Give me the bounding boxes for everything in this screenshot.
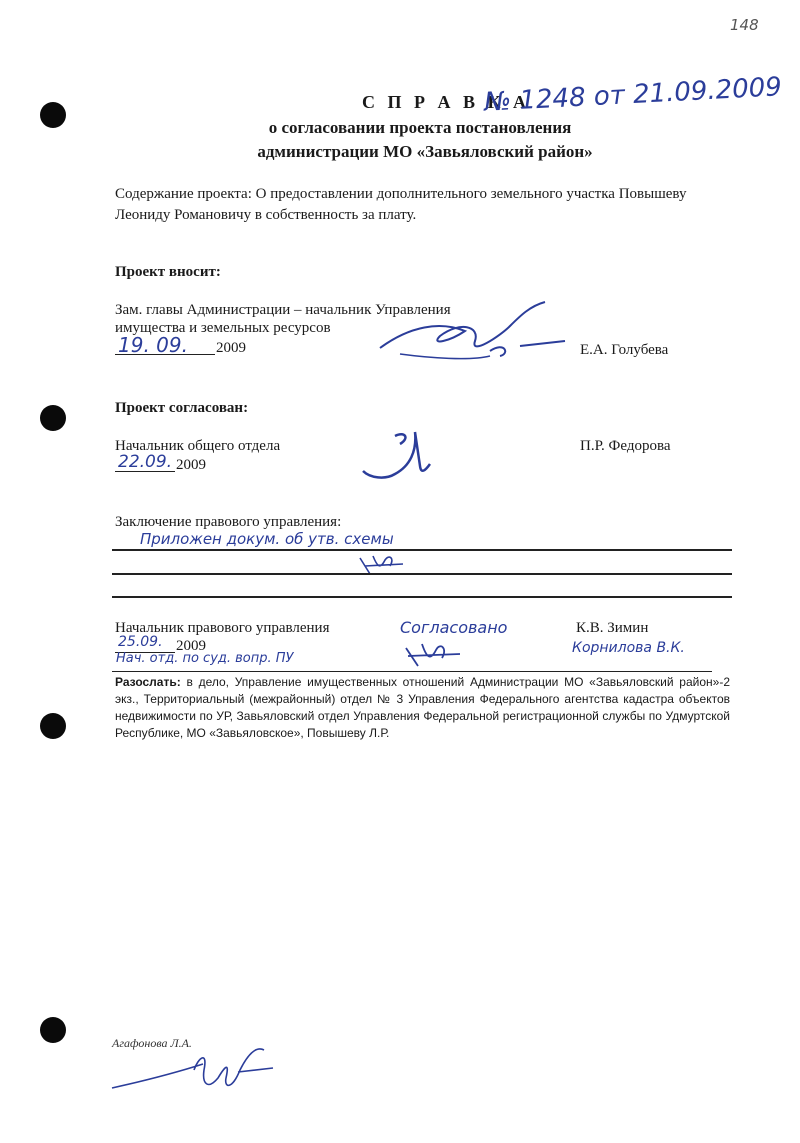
distribution-block [115,674,730,742]
submitter-position-line-1: Зам. главы Администрации – начальник Управления [115,302,451,318]
punch-hole [40,405,66,431]
project-content-line-2: Леониду Романовичу в собственность за плату. [115,207,417,223]
approval-heading: Проект согласован: [115,400,249,416]
document-title: С П Р А В К А [362,92,531,112]
legal-head-position: Начальник правового управления [115,620,330,636]
conclusion-line [112,549,732,551]
distribution-text: в дело, Управление имущественных отношений Администрации МО «Завьяловский район»-2 экз., Территориальный (межрайонный) отдел № 3 Управления Федерального агентства кадастра объектов недвижимости по УР, Завьяловский отдел Управления Федеральной регистрационной службы по Удмуртской Республике, МО «Завьяловское», Повышеву Л.Р. [115,675,730,740]
legal-head-underline [112,671,712,672]
legal-head-year: 2009 [176,638,206,654]
conclusion-line [112,573,732,575]
distribution-label: Разослать: [115,675,181,689]
page-number: 148 [730,16,759,34]
agreed-handwritten: Согласовано [400,618,508,637]
submitter-heading: Проект вносит: [115,264,221,280]
legal-conclusion-label: Заключение правового управления: [115,514,342,530]
submitter-name: Е.А. Голубева [580,342,669,358]
handwritten-document-number: № 1248 от 21.09.2009 [483,72,783,118]
submitter-date-handwritten: 19. 09. [118,333,188,357]
approval-position: Начальник общего отдела [115,438,281,454]
punch-hole [40,1017,66,1043]
legal-head-name: К.В. Зимин [576,620,649,636]
approval-year: 2009 [176,457,206,473]
submitter-signature [370,296,570,376]
submitter-year: 2009 [216,340,246,356]
legal-head-handwritten-note: Нач. отд. по суд. вопр. ПУ [116,651,294,666]
conclusion-line [112,596,732,598]
legal-head-signature [400,640,470,670]
approval-date-underline [115,471,175,472]
punch-hole [40,713,66,739]
approval-name: П.Р. Федорова [580,438,671,454]
project-content-line-1: Содержание проекта: О предоставлении дополнительного земельного участка Повышеву [115,186,687,202]
legal-conclusion-handwritten: Приложен докум. об утв. схемы [140,530,394,548]
subtitle-line-2: администрации МО «Завьяловский район» [257,142,593,161]
author-name: Агафонова Л.А. [112,1036,192,1050]
approval-signature [355,426,465,486]
submitter-position-line-2: имущества и земельных ресурсов [115,320,331,336]
submitter-date-underline [115,354,215,355]
legal-head-date-handwritten: 25.09. [118,634,163,650]
approval-date-handwritten: 22.09. [118,452,173,472]
subtitle-line-1: о согласовании проекта постановления [268,118,572,137]
legal-head-handwritten-name: Корнилова В.К. [572,640,685,656]
author-signature [108,1040,278,1096]
